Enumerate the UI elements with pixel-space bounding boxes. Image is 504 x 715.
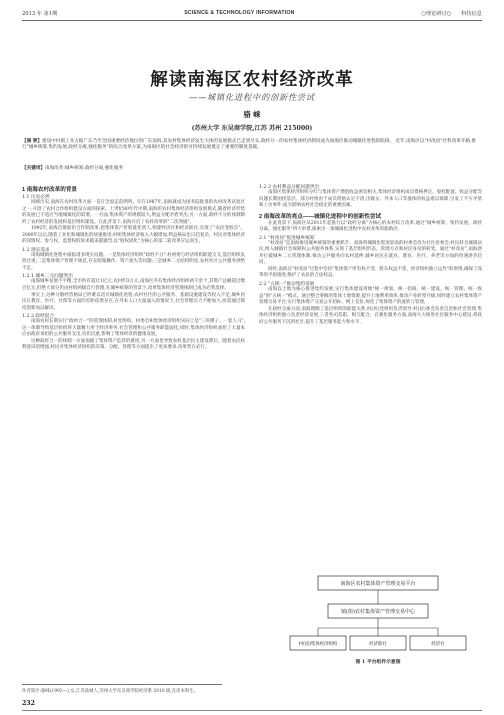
abstract-label: 【摘 要】 bbox=[22, 139, 42, 144]
header-rule bbox=[22, 20, 482, 21]
body-paragraph: 在政经分离方面,南海理顺了基层组织的职能关系,村(居)党组织负责领导,村(居)委会负责自治和社会管理,集体经济组织独立负责经济发展,三者各司其职、相互配合。在强化服务方面,南海大力推进社区服务中心建设,将政府公共服务下沉到社区,提升了基层服务能力和水平。 bbox=[259, 306, 482, 325]
abstract-text: 建设中村镇工业占据广东乃至全国重要经济地位的广东南海,其农村集体经济发生大体的发展模式已走到尽头,政经分一的农村集体经济制度成为南海区推动城镇化进程的阻碍。 近年,南海区以"村改居"社科改革开路,推行"城乡统筹,集约发展,政经分离,强化服务"的综合改革方案,为南海区的社会经济的可持续发展奠定了重要的制度基础。 bbox=[22, 139, 477, 151]
figure-1 bbox=[288, 574, 468, 668]
body-paragraph: 南海农村长期实行"政经合一"的管理体制,村党组织、村委会和集体经济组织实际上是"三块牌子、一套人马",这一体制导致基层组织将大量精力用于经济事务,社会管理和公共服务职能弱化;同时,集体经济组织承担了大量本应由政府承担的公共服务支出,负担沉重,影响了集体经济的健康发展。 bbox=[22, 319, 245, 338]
journal-name: SCIENCE & TECHNOLOGY INFORMATION bbox=[184, 10, 295, 16]
diagram-bottom-label: 村(居)集体经济组织 bbox=[298, 642, 338, 647]
abstract bbox=[22, 139, 482, 152]
diagram-mid-label: 镇(街)农村集体资产管理交易中心 bbox=[341, 609, 415, 615]
article-subtitle: ——城镇化进程中的创新性尝试 bbox=[189, 92, 315, 102]
body-paragraph: 南海区集体经济组织分红与集体资产增值收益密切相关,集体经济组织成员资格界定、股权配置、收益分配等问题长期困扰基层。部分村组由于成员资格认定不清,出嫁女、外来人口等群体的权益难以保障,引发了不少矛盾和上访事件,成为影响农村社会稳定的重要因素。 bbox=[259, 190, 482, 209]
body-paragraph: 在此背景下,南海区从2011年起推行以"政经分离"为核心的农村综合改革,通过"城乡统筹、集约发展、政经分离、强化服务"四大举措,探索出一条城镇化进程中农村改革的新路径。 bbox=[259, 220, 482, 233]
section-heading: 1.2.2 政经混合 bbox=[22, 314, 55, 320]
issue-label: 2013 年 第1期 bbox=[22, 10, 58, 17]
body-paragraph: 同时,南海在"村改居"过程中坚持"集体资产所有权不变、股东权益不变、经济组织独立运作"的原则,确保了改革的平稳推进,维护了农民的合法权益。 bbox=[259, 266, 482, 279]
author-affiliation: (苏州大学 东吴商学院,江苏 苏州 215000) bbox=[191, 125, 313, 132]
body-paragraph: 这种政经合一的体制一方面加剧了集体资产监管的难度,另一方面也导致农村基层民主建设滞后。随着农民权利意识的增强,村民对集体经济组织的决策、分配、管理等方面提出了更高要求,改革势在必行。 bbox=[22, 338, 245, 351]
keywords bbox=[22, 166, 482, 172]
section-heading: 2.1 "村改居"促进城乡统筹 bbox=[259, 235, 315, 241]
platform-diagram bbox=[288, 574, 468, 656]
author-footnote: 作者简介:骆崃(1992—),女,江苏盐城人,苏州大学东吴商学院经济系 2010 级,在读本科生。 bbox=[22, 689, 199, 694]
diagram-top-label: 南海区农村集体资产管理交易平台 bbox=[340, 581, 416, 587]
section-heading: 2.2 "五统一"推动集约发展 bbox=[259, 282, 315, 288]
body-paragraph: 1992年,南海首推股份合作制改革,把集体资产折股量化到人,组建经济社和经济联社,实现了"农民变股东"。2000年以后,随着工业化和城镇化的快速推进,村组集体经济收入大幅增加,利益格局也日趋复杂。村民对集体经济的知情权、参与权、监督权的诉求越来越强烈,以"股权固化"为核心的第二轮改革应运而生。 bbox=[22, 226, 245, 245]
section-heading: 1.2.3 农村利益分配问题突出 bbox=[259, 185, 320, 190]
body-paragraph: 事实上,这种分散经营格局已经难以适应城镇化进程,农村社区的公共服务、基础设施建设等投入不足,城乡居民在教育、医疗、社保等方面的差距依然存在,在外来人口大量涌入的情况下,社会管理压力不断加大,亟需通过制度创新加以解决。 bbox=[22, 292, 245, 311]
section-heading: 1.2 现实需求 bbox=[22, 247, 50, 253]
section-heading: 1.2.1 城乡二元问题突出 bbox=[22, 274, 73, 280]
header-right bbox=[421, 10, 482, 17]
section-label: ○理论研讨○ bbox=[421, 10, 452, 17]
body-paragraph: 南海城镇化进程中面临诸多现实问题。一是集体经济组织"政经不分",村两委与经济组织职能交叉,基层组织负担过重;二是集体资产管理不规范,存在暗箱操作、资产流失等问题;三是城乡二元结构明显,农村社区公共服务供给不足。 bbox=[22, 252, 245, 271]
body-paragraph: 南海城乡发展不平衡,全市约有超过1亿元,农村约3万元,南海区共有集体经济组织两千余个,其资产总额超过数百亿元,但绝大部分仍由村组两级自行管理,在城乡统筹的背景下,改革集体经济管理体制已成为必然选择。 bbox=[22, 279, 245, 292]
body-paragraph: "村改居"是南海推进城乡统筹的重要抓手。南海将城镇化程度较高的村委会改为社区居委会,村民转为城镇居民,纳入城镇社会保障和公共服务体系,实现了基层组织形态、管理方式和居民身份的转变。通过"村改居",南海逐步打破城乡二元管理体制,推动公共服务向农村延伸,城乡居民在就业、教育、医疗、养老等方面的待遇逐步趋同。 bbox=[259, 240, 482, 266]
page-number: 232 bbox=[22, 700, 35, 707]
section-heading: 1.1 历史必然 bbox=[22, 195, 50, 200]
article-title: 解读南海区农村经济改革 bbox=[150, 70, 354, 90]
keywords-label: 【关键词】 bbox=[22, 166, 45, 171]
footnote-rule bbox=[22, 684, 222, 685]
author-name: 骆 崃 bbox=[243, 110, 261, 119]
figure-caption: 图 1 平台组件示意图 bbox=[355, 659, 401, 665]
left-column bbox=[22, 183, 245, 684]
section-heading: 2 南海改革的亮点——城镇化进程中的创新性尝试 bbox=[259, 213, 382, 220]
footer-rule bbox=[22, 710, 482, 711]
diagram-bottom-label: 经济社 bbox=[431, 642, 445, 647]
body-paragraph: 南海以土地为核心推进集约发展,实行集体建设用地"统一规划、统一招商、统一建设、统一管理、统一收益"的"五统一"模式。通过整合零散的集体土地资源,提升土地利用效率,推动产业转型升级,同时建立农村集体资产管理交易平台,实行集体资产交易公开招标、网上竞价,规范了集体资产的流转与管理。 bbox=[259, 287, 482, 306]
body-paragraph: 回顾历史,南海在农村改革方面一直在全国走前例列。早在1987年,南海就成为国务院批准的农村改革试验区之一,开创了农村合作组织建设方面的探索。上世纪80年代中期,南海的农村集体经济组织发展模式,随着经济形势的发展已不适应当地城镇化的需要。一方面,集体资产的规模较大,利益分配矛盾突出;另一方面,政经不分的体制制约了农村经济的发展和基层组织建设。在此背景下,南海开启了农村改革的"二次突破"。 bbox=[22, 200, 245, 225]
diagram-bottom-label: 经济联社 bbox=[369, 642, 387, 647]
running-header bbox=[22, 6, 482, 20]
journal-chinese-name: 科技信息 bbox=[461, 10, 482, 17]
keywords-text: 南海改革;城乡统筹;政经分离;强化服务 bbox=[44, 166, 124, 171]
section-heading: 1 南海农村改革的背景 bbox=[22, 187, 78, 193]
